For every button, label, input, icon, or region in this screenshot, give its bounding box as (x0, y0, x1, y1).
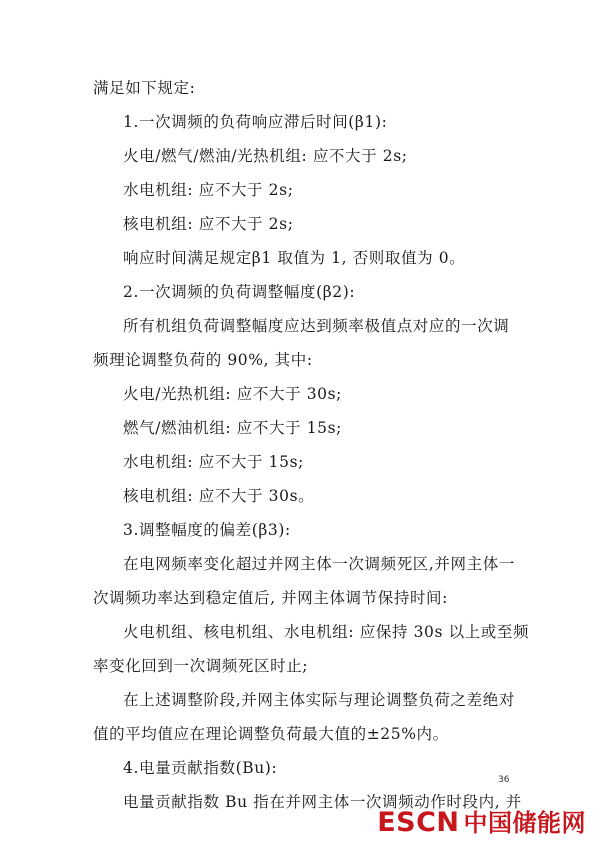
watermark-latin: ESCN (377, 807, 460, 838)
text-line: 核电机组: 应不大于 2s; (123, 215, 294, 233)
text-line: 核电机组: 应不大于 30s。 (123, 487, 315, 505)
text-line: 电量贡献指数 Bu 指在并网主体一次调频动作时段内, 并 (123, 793, 522, 811)
text-line: 火电机组、核电机组、水电机组: 应保持 30s 以上或至频 (123, 623, 530, 641)
watermark-logo (377, 808, 586, 838)
text-line: 所有机组负荷调整幅度应达到频率极值点对应的一次调 (123, 317, 510, 335)
section-heading: 2.一次调频的负荷调整幅度(β2): (123, 283, 356, 301)
section-heading: 4.电量贡献指数(Bu): (123, 759, 278, 777)
text-line: 值的平均值应在理论调整负荷最大值的±25%内。 (93, 725, 449, 743)
text-line: 频理论调整负荷的 90%, 其中: (93, 351, 313, 369)
text-line: 次调频功率达到稳定值后, 并网主体调节保持时间: (93, 589, 448, 607)
text-line: 火电/光热机组: 应不大于 30s; (123, 385, 342, 403)
text-line: 水电机组: 应不大于 2s; (123, 181, 294, 199)
section-heading: 1.一次调频的负荷响应滞后时间(β1): (123, 113, 388, 131)
text-line: 满足如下规定: (93, 79, 196, 97)
text-line: 在电网频率变化超过并网主体一次调频死区,并网主体一 (123, 555, 515, 573)
text-line: 率变化回到一次调频死区时止; (93, 657, 309, 675)
text-line: 响应时间满足规定β1 取值为 1, 否则取值为 0。 (123, 249, 466, 267)
text-line: 火电/燃气/燃油/光热机组: 应不大于 2s; (123, 147, 408, 165)
page-number: 36 (498, 775, 510, 785)
text-line: 水电机组: 应不大于 15s; (123, 453, 304, 471)
text-line: 在上述调整阶段,并网主体实际与理论调整负荷之差绝对 (123, 691, 515, 709)
section-heading: 3.调整幅度的偏差(β3): (123, 521, 291, 539)
text-line: 燃气/燃油机组: 应不大于 15s; (123, 419, 342, 437)
watermark-cjk: 中国储能网 (463, 809, 586, 837)
